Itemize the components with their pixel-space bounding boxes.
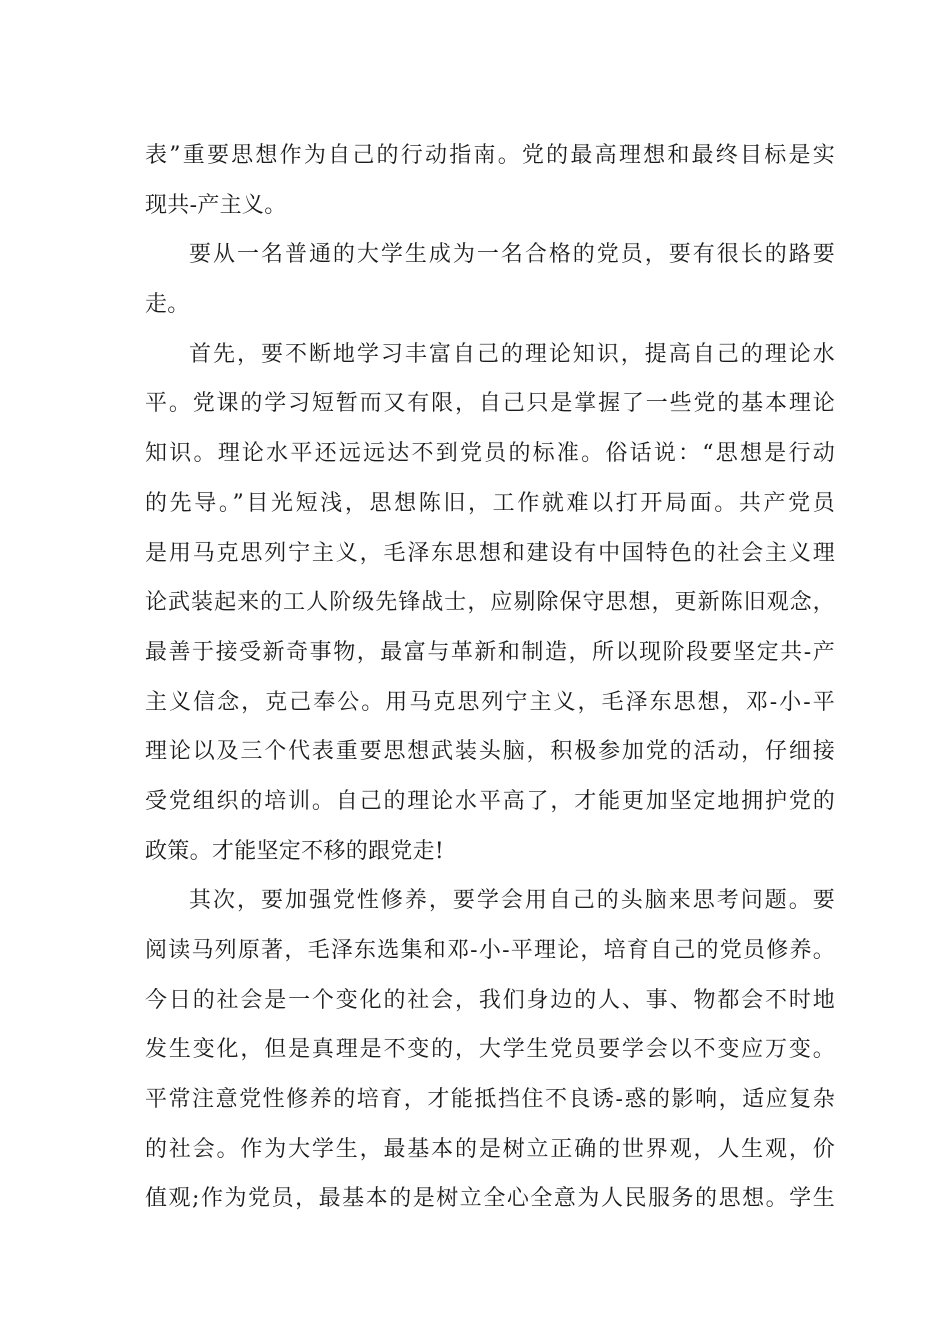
text-line: 发生变化，但是真理是不变的，大学生党员要学会以不变应万变。 [145, 1037, 835, 1063]
text-line: 最善于接受新奇事物，最富与革新和制造，所以现阶段要坚定共-产 [145, 639, 835, 665]
text-line: 知识。理论水平还远远达不到党员的标准。俗话说：“思想是行动 [145, 441, 835, 467]
paragraph [145, 330, 835, 877]
text-line: 现共-产主义。 [145, 192, 287, 218]
text-line: 主义信念，克己奉公。用马克思列宁主义，毛泽东思想，邓-小-平 [145, 689, 835, 715]
paragraph [145, 230, 835, 329]
text-line: 的社会。作为大学生，最基本的是树立正确的世界观，人生观，价 [145, 1136, 835, 1162]
text-line: 的先导。”目光短浅，思想陈旧，工作就难以打开局面。共产党员 [145, 490, 835, 516]
text-line: 是用马克思列宁主义，毛泽东思想和建设有中国特色的社会主义理 [145, 540, 835, 566]
text-line: 阅读马列原著，毛泽东选集和邓-小-平理论，培育自己的党员修养。 [145, 938, 835, 963]
text-line: 理论以及三个代表重要思想武装头脑，积极参加党的活动，仔细接 [145, 739, 835, 765]
text-line: 受党组织的培训。自己的理论水平高了，才能更加坚定地拥护党的 [145, 788, 835, 814]
paragraph [145, 131, 835, 230]
document-body [145, 131, 835, 1224]
text-line: 论武装起来的工人阶级先锋战士，应剔除保守思想，更新陈旧观念， [145, 590, 835, 616]
text-line: 平常注意党性修养的培育，才能抵挡住不良诱-惑的影响，适应复杂 [145, 1087, 835, 1113]
paragraph [145, 876, 835, 1224]
text-line: 今日的社会是一个变化的社会，我们身边的人、事、物都会不时地 [145, 987, 835, 1013]
text-line: 其次，要加强党性修养，要学会用自己的头脑来思考问题。要 [189, 888, 835, 914]
text-line: 政策。才能坚定不移的跟党走! [145, 838, 445, 864]
text-line: 要从一名普通的大学生成为一名合格的党员，要有很长的路要 [189, 242, 835, 268]
text-line: 表”重要思想作为自己的行动指南。党的最高理想和最终目标是实 [145, 143, 835, 168]
text-line: 值观;作为党员，最基本的是树立全心全意为人民服务的思想。学生 [145, 1186, 835, 1212]
text-line: 走。 [145, 292, 190, 318]
text-line: 首先，要不断地学习丰富自己的理论知识，提高自己的理论水 [189, 341, 835, 367]
text-line: 平。党课的学习短暂而又有限，自己只是掌握了一些党的基本理论 [145, 391, 835, 417]
